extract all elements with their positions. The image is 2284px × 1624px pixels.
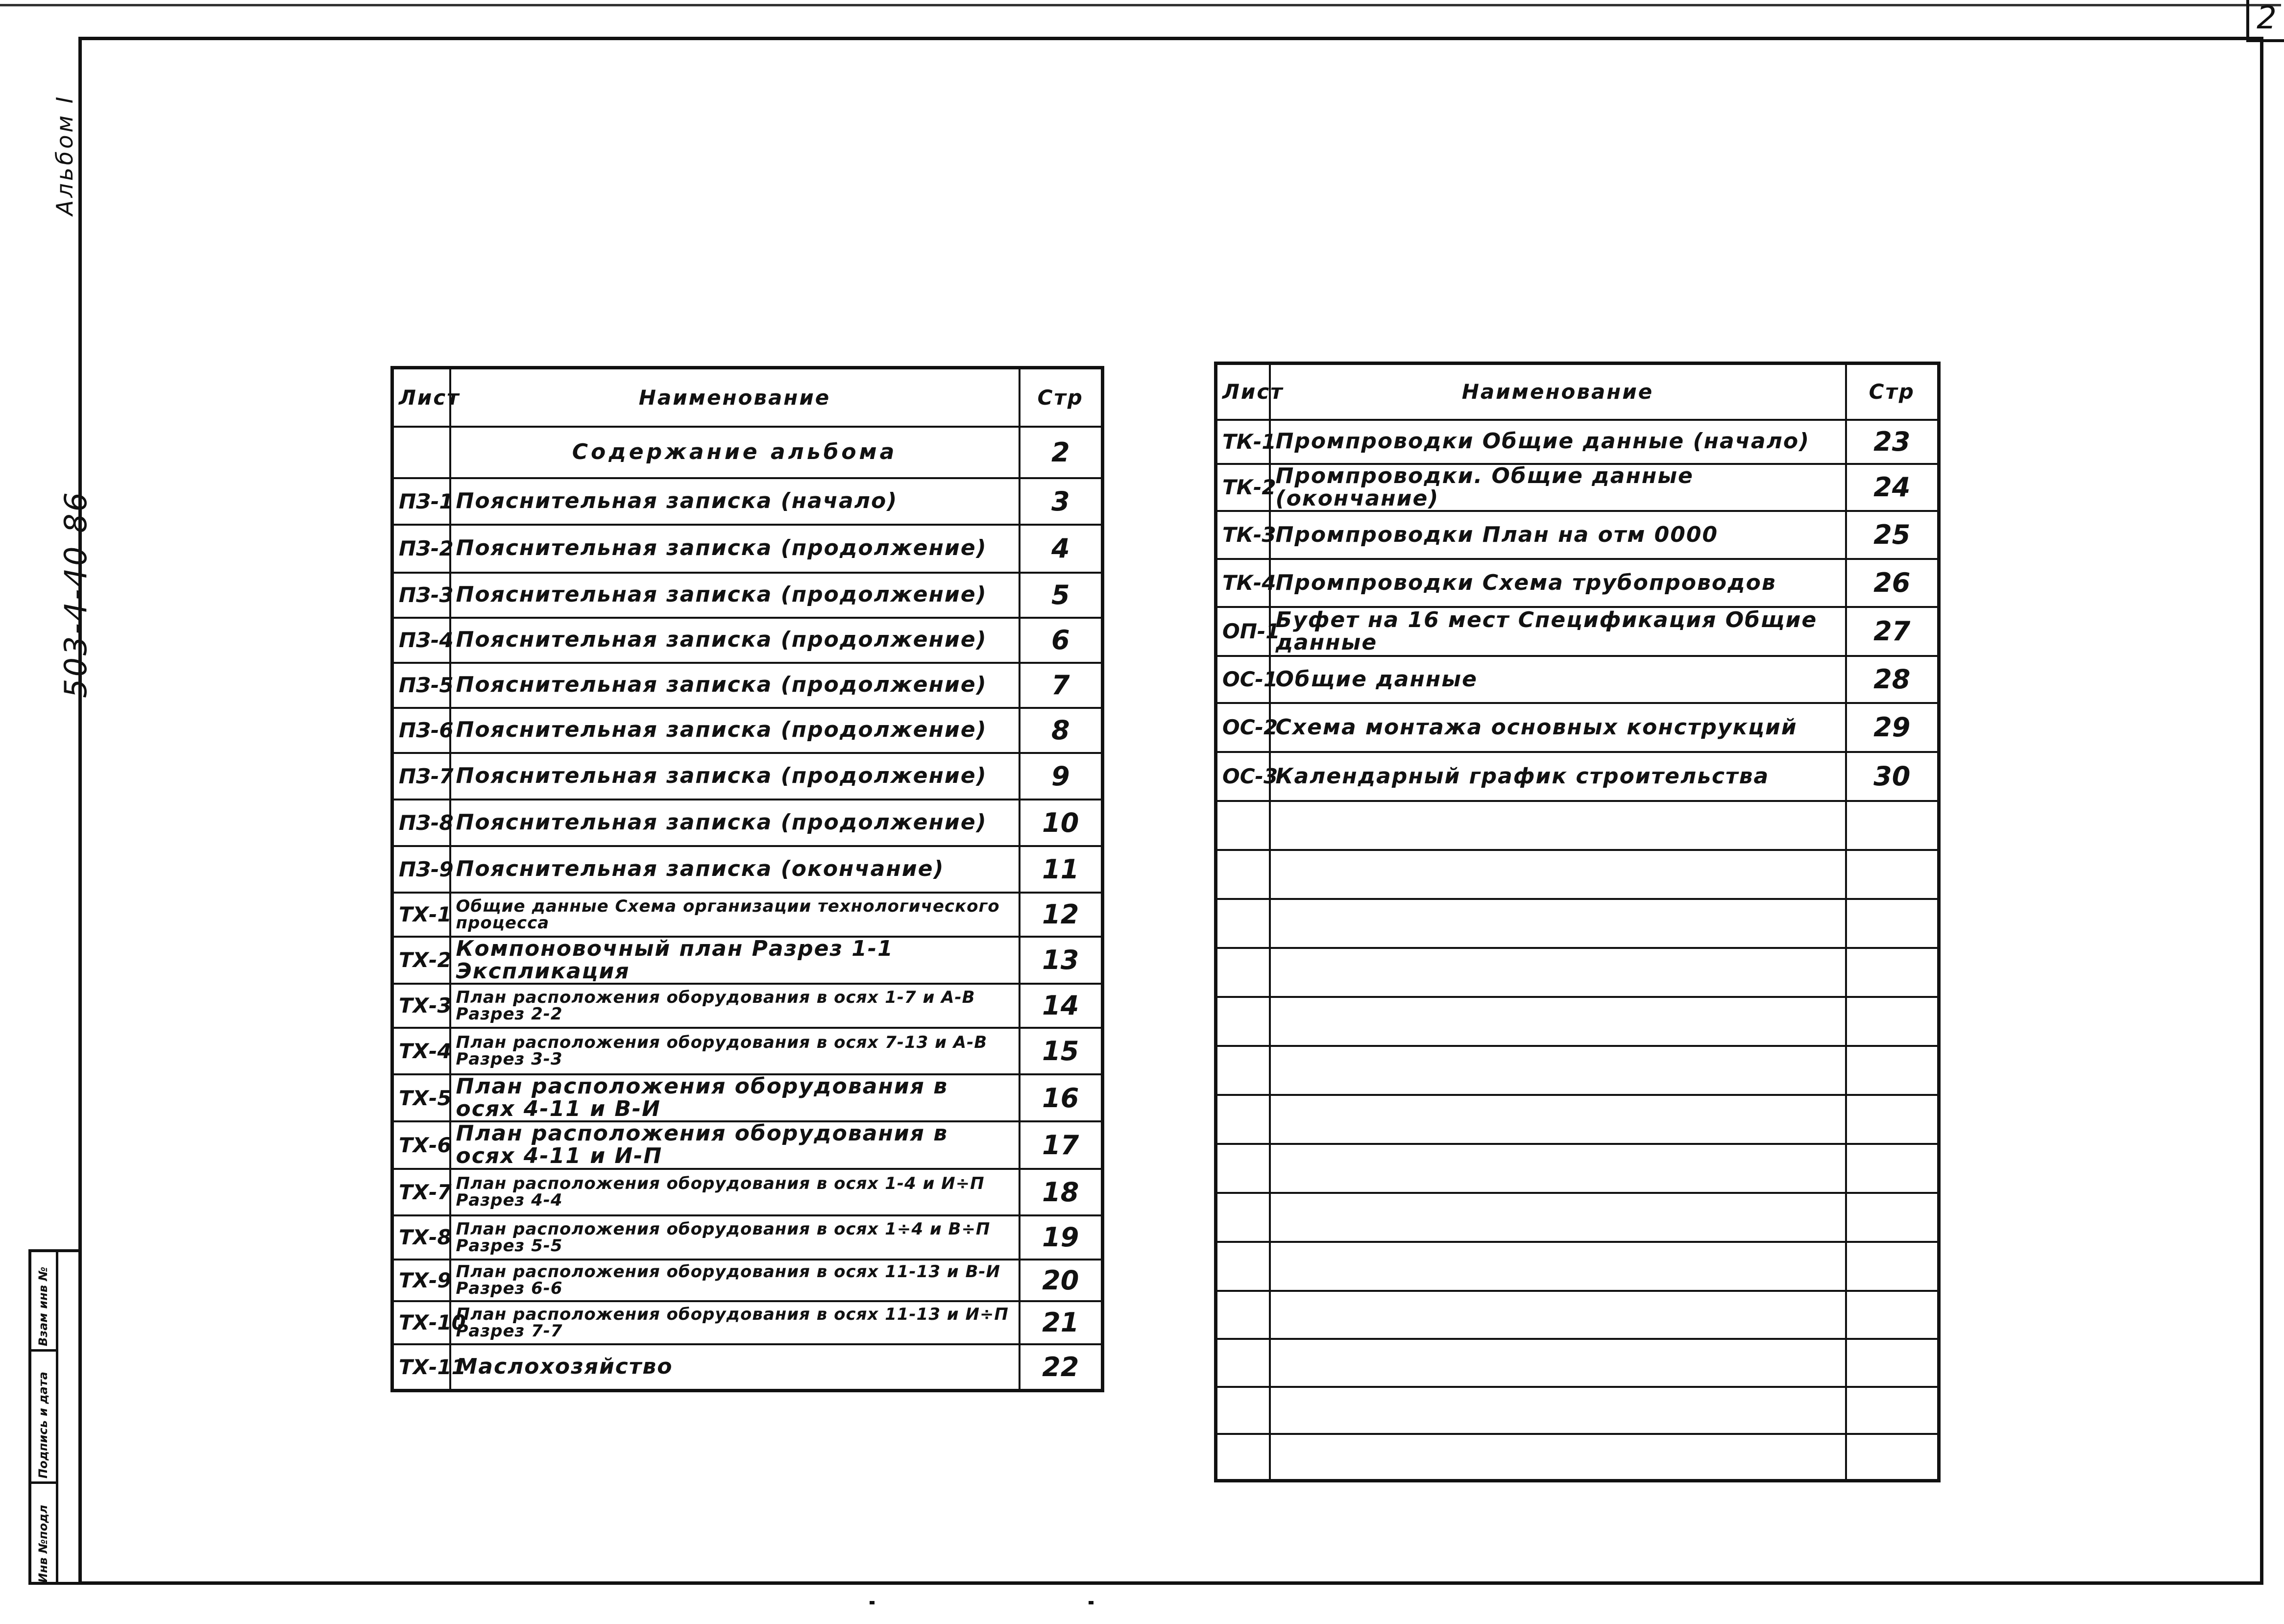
table-row <box>1216 1387 1939 1434</box>
table-row <box>1216 656 1939 703</box>
table-row <box>1216 607 1939 656</box>
sheet-name-cell <box>1270 1193 1846 1242</box>
sheet-code-cell <box>1216 1095 1270 1144</box>
contents-table-left <box>390 366 1104 1392</box>
table-row <box>1216 752 1939 801</box>
sheet-name-cell: Пояснительная записка (продолжение) <box>450 753 1020 800</box>
contents-table-right <box>1214 362 1941 1482</box>
document-code: 503-4-40 86 <box>58 490 94 698</box>
sheet-name-cell: План расположения оборудования в осях 4-11 и В-И <box>450 1074 1020 1121</box>
sheet-code-cell <box>1216 1339 1270 1387</box>
table-row <box>392 800 1103 846</box>
sheet-code-cell <box>1216 1291 1270 1339</box>
table-row <box>392 1301 1103 1344</box>
sheet-name-cell: Пояснительная записка (начало) <box>450 478 1020 525</box>
page-number-cell: 27 <box>1846 607 1939 656</box>
sheet-name-cell: Маслохозяйство <box>450 1344 1020 1391</box>
sheet-name-cell: Буфет на 16 мест Спецификация Общие данные <box>1270 607 1846 656</box>
table-row <box>1216 1193 1939 1242</box>
page-number-cell: 14 <box>1020 984 1103 1028</box>
sheet-code-cell: ТХ-5 <box>392 1074 450 1121</box>
page-number-cell <box>1846 1193 1939 1242</box>
table-row <box>392 708 1103 753</box>
page-number-cell <box>1846 850 1939 899</box>
sheet-code-cell: ПЗ-4 <box>392 618 450 663</box>
table-row <box>1216 801 1939 850</box>
sheet-code-cell <box>1216 1387 1270 1434</box>
table-row <box>1216 464 1939 511</box>
sheet-name-cell <box>1270 1387 1846 1434</box>
sheet-code-cell: ПЗ-5 <box>392 663 450 708</box>
page-number-cell: 23 <box>1846 420 1939 464</box>
sheet-code-cell: ТХ-9 <box>392 1260 450 1301</box>
table-row <box>1216 948 1939 997</box>
sheet-name-cell: Пояснительная записка (продолжение) <box>450 663 1020 708</box>
table-row <box>392 663 1103 708</box>
sheet-code-cell: ОП-1 <box>1216 607 1270 656</box>
page-number: 2 <box>2246 0 2284 42</box>
table-row <box>392 846 1103 893</box>
approval-stamp <box>28 1249 78 1585</box>
scan-mark <box>1089 1601 1093 1604</box>
page-number-cell: 21 <box>1020 1301 1103 1344</box>
stamp-value-column <box>56 1252 80 1582</box>
page-number-cell <box>1846 1387 1939 1434</box>
sheet-name-cell: План расположения оборудования в осях 1-4 и И÷П Разрез 4-4 <box>450 1169 1020 1215</box>
sheet-name-cell <box>1270 1144 1846 1193</box>
sheet-name-cell <box>1270 850 1846 899</box>
sheet-top-edge <box>0 4 2281 6</box>
page-number-cell <box>1846 1046 1939 1095</box>
sheet-code-cell: ТК-4 <box>1216 559 1270 607</box>
page-number-cell <box>1846 899 1939 948</box>
sheet-code-cell: ТХ-4 <box>392 1028 450 1074</box>
sheet-code-cell: ПЗ-2 <box>392 525 450 573</box>
sheet-code-cell <box>1216 899 1270 948</box>
table-row <box>1216 1095 1939 1144</box>
sheet-name-cell: Содержание альбома <box>450 427 1020 478</box>
table-row <box>1216 511 1939 559</box>
sheet-name-cell <box>1270 997 1846 1046</box>
page-number-cell: 4 <box>1020 525 1103 573</box>
page-number-cell <box>1846 1144 1939 1193</box>
page-number-cell: 18 <box>1020 1169 1103 1215</box>
sheet-name-cell <box>1270 1434 1846 1481</box>
page-number-cell <box>1846 1339 1939 1387</box>
page-number-cell <box>1846 1095 1939 1144</box>
table-row <box>392 573 1103 618</box>
page-number-cell: 12 <box>1020 893 1103 937</box>
sheet-code-cell: ТХ-7 <box>392 1169 450 1215</box>
table-header-row <box>392 368 1103 427</box>
sheet-code-cell <box>1216 1193 1270 1242</box>
table-row <box>1216 703 1939 752</box>
page-number-cell <box>1846 997 1939 1046</box>
table-row <box>392 893 1103 937</box>
page-number-cell: 29 <box>1846 703 1939 752</box>
sheet-code-cell: ТХ-8 <box>392 1215 450 1260</box>
page-number-cell: 30 <box>1846 752 1939 801</box>
header-page: Стр <box>1846 364 1939 420</box>
page-number-cell: 5 <box>1020 573 1103 618</box>
sheet-name-cell: Промпроводки План на отм 0000 <box>1270 511 1846 559</box>
sheet-name-cell: Пояснительная записка (продолжение) <box>450 573 1020 618</box>
table-row <box>1216 1291 1939 1339</box>
page-number-cell <box>1846 1434 1939 1481</box>
sheet-code-cell <box>1216 1144 1270 1193</box>
sheet-code-cell: ТК-3 <box>1216 511 1270 559</box>
table-row <box>1216 850 1939 899</box>
sheet-name-cell: Пояснительная записка (окончание) <box>450 846 1020 893</box>
sheet-code-cell: ТХ-1 <box>392 893 450 937</box>
sheet-name-cell: План расположения оборудования в осях 1-7 и А-В Разрез 2-2 <box>450 984 1020 1028</box>
table-row <box>1216 997 1939 1046</box>
table-row <box>1216 1242 1939 1291</box>
sheet-code-cell <box>1216 1046 1270 1095</box>
sheet-name-cell: Календарный график строительства <box>1270 752 1846 801</box>
page-number-cell <box>1846 1291 1939 1339</box>
stamp-divider <box>31 1349 56 1352</box>
page-number-cell: 6 <box>1020 618 1103 663</box>
sheet-code-cell: ОС-3 <box>1216 752 1270 801</box>
sheet-code-cell: ТХ-2 <box>392 937 450 984</box>
page-number-cell: 22 <box>1020 1344 1103 1391</box>
sheet-code-cell: ПЗ-3 <box>392 573 450 618</box>
table-row <box>1216 420 1939 464</box>
page-number-cell: 16 <box>1020 1074 1103 1121</box>
sheet-code-cell: ТХ-3 <box>392 984 450 1028</box>
scan-mark <box>870 1601 875 1604</box>
sheet-name-cell: Промпроводки Общие данные (начало) <box>1270 420 1846 464</box>
table-row <box>392 478 1103 525</box>
sheet-name-cell: Компоновочный план Разрез 1-1 Экспликация <box>450 937 1020 984</box>
sheet-code-cell: ПЗ-1 <box>392 478 450 525</box>
table-row <box>392 1169 1103 1215</box>
sheet-name-cell: План расположения оборудования в осях 7-13 и А-В Разрез 3-3 <box>450 1028 1020 1074</box>
page-number-cell <box>1846 801 1939 850</box>
page-number-cell: 8 <box>1020 708 1103 753</box>
table-row <box>392 937 1103 984</box>
sheet-name-cell: План расположения оборудования в осях 11-13 и И÷П Разрез 7-7 <box>450 1301 1020 1344</box>
table-row <box>392 427 1103 478</box>
sheet-code-cell <box>1216 801 1270 850</box>
sheet-name-cell: План расположения оборудования в осях 4-11 и И-П <box>450 1121 1020 1168</box>
table-row <box>392 618 1103 663</box>
page-number-cell: 2 <box>1020 427 1103 478</box>
sheet-code-cell: ОС-2 <box>1216 703 1270 752</box>
page-number-cell: 11 <box>1020 846 1103 893</box>
stamp-divider <box>31 1481 56 1484</box>
sheet-code-cell: ТХ-6 <box>392 1121 450 1168</box>
sheet-code-cell: ПЗ-8 <box>392 800 450 846</box>
sheet-code-cell: ПЗ-7 <box>392 753 450 800</box>
header-sheet: Лист <box>1216 364 1270 420</box>
page-number-cell <box>1846 1242 1939 1291</box>
page-number-cell: 28 <box>1846 656 1939 703</box>
sheet-code-cell: ОС-1 <box>1216 656 1270 703</box>
sheet-name-cell <box>1270 1046 1846 1095</box>
table-row <box>1216 1144 1939 1193</box>
sheet-code-cell: ПЗ-6 <box>392 708 450 753</box>
table-row <box>392 1344 1103 1391</box>
page-number-cell: 13 <box>1020 937 1103 984</box>
stamp-label-signature: Подпись и дата <box>36 1372 50 1479</box>
sheet-name-cell <box>1270 1242 1846 1291</box>
page-number-cell: 15 <box>1020 1028 1103 1074</box>
stamp-label-replaced: Взам инв № <box>36 1266 50 1346</box>
stamp-label-column <box>31 1252 58 1582</box>
sheet-code-cell: ТХ-10 <box>392 1301 450 1344</box>
table-row <box>392 753 1103 800</box>
table-row <box>392 1260 1103 1301</box>
sheet-name-cell: План расположения оборудования в осях 11-13 и В-И Разрез 6-6 <box>450 1260 1020 1301</box>
table-row <box>1216 1339 1939 1387</box>
sheet-name-cell: Промпроводки. Общие данные (окончание) <box>1270 464 1846 511</box>
sheet-name-cell: Промпроводки Схема трубопроводов <box>1270 559 1846 607</box>
sheet-name-cell <box>1270 1095 1846 1144</box>
sheet-code-cell: ТК-1 <box>1216 420 1270 464</box>
table-row <box>392 1074 1103 1121</box>
page-number-cell: 20 <box>1020 1260 1103 1301</box>
sheet-code-cell <box>1216 1242 1270 1291</box>
table-header-row <box>1216 364 1939 420</box>
page-number-cell: 24 <box>1846 464 1939 511</box>
table-row <box>392 1028 1103 1074</box>
sheet-name-cell: Общие данные Схема организации технологического процесса <box>450 893 1020 937</box>
sheet-name-cell <box>1270 801 1846 850</box>
header-name: Наименование <box>450 368 1020 427</box>
sheet-code-cell <box>1216 997 1270 1046</box>
table-row <box>392 525 1103 573</box>
stamp-label-inventory: Инв №подл <box>36 1504 50 1583</box>
page-number-cell: 25 <box>1846 511 1939 559</box>
sheet-name-cell: Общие данные <box>1270 656 1846 703</box>
sheet-name-cell <box>1270 1339 1846 1387</box>
sheet-code-cell: ПЗ-9 <box>392 846 450 893</box>
table-row <box>1216 1434 1939 1481</box>
page-number-cell: 10 <box>1020 800 1103 846</box>
sheet-name-cell <box>1270 1291 1846 1339</box>
sheet-name-cell: Пояснительная записка (продолжение) <box>450 708 1020 753</box>
sheet-name-cell: Пояснительная записка (продолжение) <box>450 525 1020 573</box>
table-row <box>1216 899 1939 948</box>
sheet-code-cell <box>392 427 450 478</box>
sheet-name-cell <box>1270 948 1846 997</box>
sheet-name-cell: Пояснительная записка (продолжение) <box>450 618 1020 663</box>
page-number-cell: 17 <box>1020 1121 1103 1168</box>
sheet-name-cell: Пояснительная записка (продолжение) <box>450 800 1020 846</box>
sheet-name-cell <box>1270 899 1846 948</box>
table-row <box>392 1215 1103 1260</box>
page-number-cell: 26 <box>1846 559 1939 607</box>
table-row <box>392 1121 1103 1168</box>
page-number-cell: 7 <box>1020 663 1103 708</box>
sheet-code-cell <box>1216 1434 1270 1481</box>
sheet-code-cell: ТК-2 <box>1216 464 1270 511</box>
sheet-code-cell: ТХ-11 <box>392 1344 450 1391</box>
header-sheet: Лист <box>392 368 450 427</box>
page-number-cell <box>1846 948 1939 997</box>
page-number-cell: 9 <box>1020 753 1103 800</box>
page-number-cell: 3 <box>1020 478 1103 525</box>
sheet-code-cell <box>1216 948 1270 997</box>
sheet-name-cell: План расположения оборудования в осях 1÷4 и В÷П Разрез 5-5 <box>450 1215 1020 1260</box>
table-row <box>1216 1046 1939 1095</box>
sheet-code-cell <box>1216 850 1270 899</box>
header-page: Стр <box>1020 368 1103 427</box>
table-row <box>392 984 1103 1028</box>
header-name: Наименование <box>1270 364 1846 420</box>
table-row <box>1216 559 1939 607</box>
page-number-cell: 19 <box>1020 1215 1103 1260</box>
album-label: Альбом I <box>51 94 78 216</box>
sheet-name-cell: Схема монтажа основных конструкций <box>1270 703 1846 752</box>
